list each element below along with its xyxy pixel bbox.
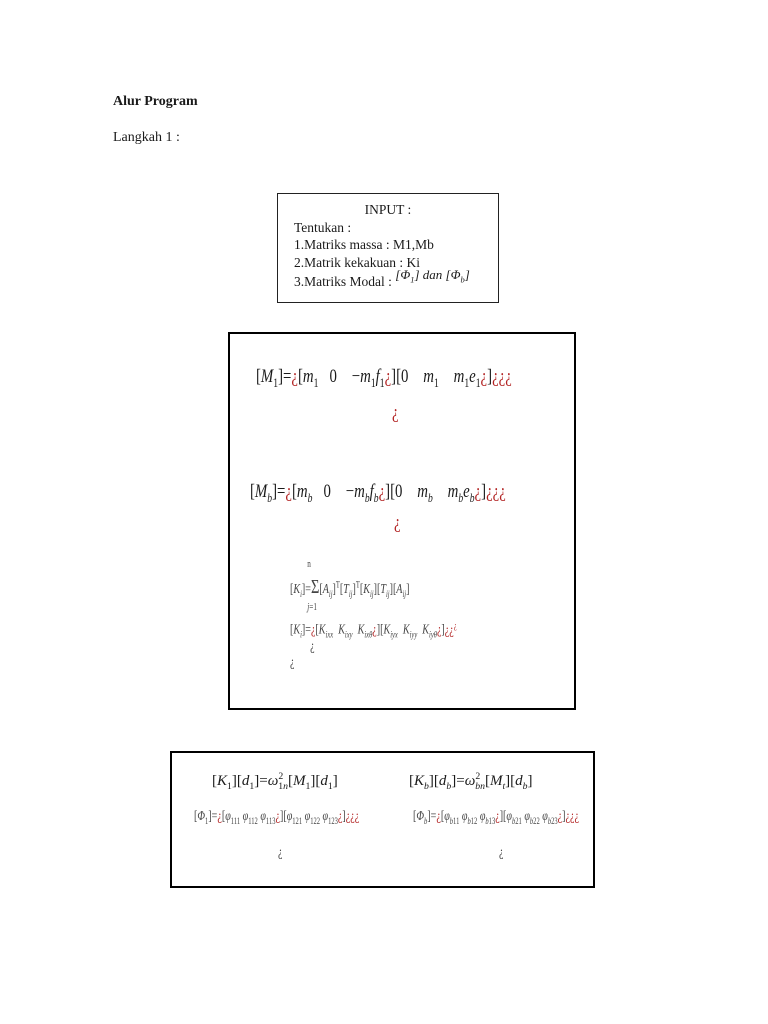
- equation-Mb: $[M_b]=¿[m_b$ 0 $-m_bf_b¿][0$ $m_b$ $m_be_b¿]¿¿¿$: [250, 481, 506, 505]
- input-intro: Tentukan :: [294, 219, 352, 235]
- step-label: Langkah 1 :: [113, 130, 180, 145]
- input-item-3: [278, 267, 498, 296]
- equation-Ki-matrix: $[K_i]=¿[K_{ixx}$ $K_{ixy}$ $K_{ix\theta}¿][K_{iyx}$ $K_{iyy}$ $K_{iy\theta}¿]¿¿^¿$: [290, 620, 457, 640]
- equation-Ki-sum: $^n$ $[K_i]=\Sigma[A_{ij}]^T[T_{ij}]^T[K_{ij}][T_{ij}][A_{ij}]$ j=1: [290, 559, 410, 613]
- equation-M1: $[M_1]=¿[m_1$ 0 $-m_1f_1¿][0$ $m_1$ $m_1e_1¿]¿¿¿$: [256, 366, 512, 390]
- equation-Mb-marker: ¿: [394, 512, 401, 533]
- eigenvalue-box: [170, 751, 595, 888]
- equation-phi1: $[\Phi_1]=¿[\varphi_{111}$ $\varphi_{112}$ $\varphi_{113}¿][\varphi_{121}$ $\varphi_{122}$ $\varphi_{123}¿]¿¿¿$: [194, 809, 360, 826]
- input-item-1: 1.Matriks massa : M1,Mb: [294, 237, 434, 252]
- input-item-3-formula: $[\Phi_1]$ dan $[\Phi_b]$: [395, 267, 470, 285]
- equation-Ki-markers: ¿ ¿: [290, 639, 315, 670]
- input-item-2: 2.Matrik kekakuan : Ki: [294, 254, 420, 270]
- matrix-definition-box: [228, 332, 576, 710]
- equation-phi1-marker: ¿: [278, 845, 283, 860]
- input-item-3-label: 3.Matriks Modal :: [294, 274, 392, 289]
- page-heading: Alur Program: [113, 94, 198, 109]
- equation-K1-eigen: $[K_1][d_1]=\omega^2_{1n}[M_1][d_1]$: [212, 771, 338, 792]
- input-box: [277, 193, 499, 303]
- equation-M1-marker: ¿: [392, 402, 399, 423]
- input-title: INPUT :: [364, 202, 412, 217]
- equation-phib-marker: ¿: [499, 845, 504, 860]
- equation-Kb-eigen: $[K_b][d_b]=\omega^2_{bn}[M_t][d_b]$: [409, 771, 533, 792]
- equation-phib: $[\Phi_b]=¿[\varphi_{b11}$ $\varphi_{b12}$ $\varphi_{b13}¿][\varphi_{b21}$ $\varphi_{b22}$ $\varphi_{b23}¿]¿¿¿$: [413, 809, 579, 826]
